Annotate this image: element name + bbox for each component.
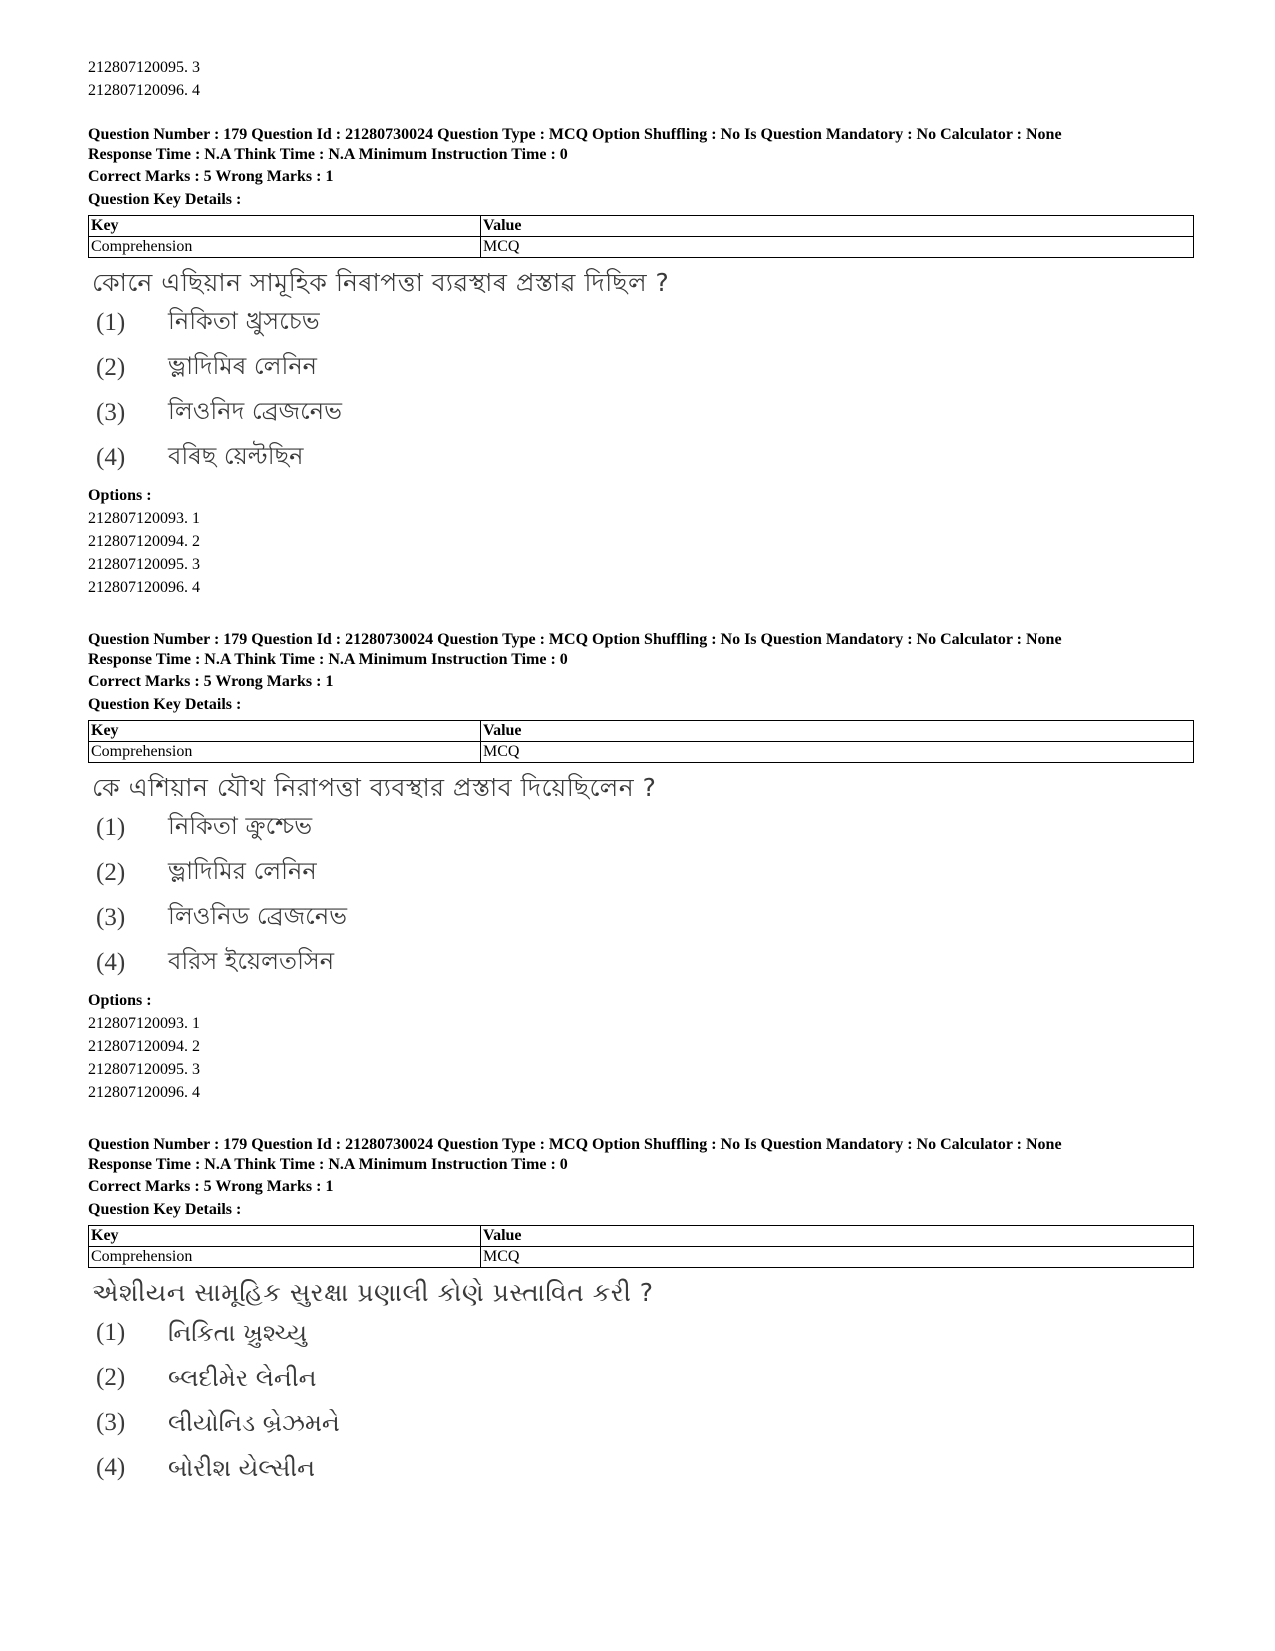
- question-text: એશીયન સામૂહિક સુરક્ષા પ્રણાલી કોણે પ્રસ્તાવિત કરી ?: [92, 1278, 654, 1307]
- table-cell-key: Comprehension: [89, 742, 481, 763]
- question-meta-line-2: Response Time : N.A Think Time : N.A Minimum Instruction Time : 0: [88, 1156, 568, 1173]
- question-meta-line-1: Question Number : 179 Question Id : 21280730024 Question Type : MCQ Option Shuffling : No Is Question Mandatory : No Calculator : None: [88, 631, 1062, 648]
- table-header-value: Value: [481, 216, 1194, 237]
- question-text: কে এশিয়ান যৌথ নিরাপত্তা ব্যবস্থার প্রস্তাব দিয়েছিলেন ?: [92, 773, 657, 802]
- key-details-table: [88, 215, 1194, 258]
- choice-text: লিওনিদ ব্ৰেজনেভ: [168, 396, 342, 425]
- question-meta-line-2: Response Time : N.A Think Time : N.A Minimum Instruction Time : 0: [88, 146, 568, 163]
- table-header-key: Key: [89, 1226, 481, 1247]
- options-label: Options :: [88, 992, 152, 1009]
- choice-number: (3): [96, 398, 126, 426]
- table-cell-value: MCQ: [481, 742, 1194, 763]
- key-details-label: Question Key Details :: [88, 191, 242, 208]
- question-meta-line-1: Question Number : 179 Question Id : 21280730024 Question Type : MCQ Option Shuffling : No Is Question Mandatory : No Calculator : None: [88, 1136, 1062, 1153]
- table-header-row: [89, 721, 1194, 742]
- key-details-label: Question Key Details :: [88, 696, 242, 713]
- option-id-line: 212807120094. 2: [88, 1038, 200, 1055]
- question-block: [88, 1135, 1194, 1490]
- question-block: [88, 125, 1194, 599]
- marks-line: Correct Marks : 5 Wrong Marks : 1: [88, 673, 334, 690]
- table-row: [89, 1247, 1194, 1268]
- question-text: কোনে এছিয়ান সামূহিক নিৰাপত্তা ব্যৱস্থাৰ প্ৰস্তাৱ দিছিল ?: [92, 268, 670, 297]
- choice-number: (3): [96, 903, 126, 931]
- option-id-line: 212807120093. 1: [88, 1015, 200, 1032]
- choice-row: [88, 850, 1194, 895]
- option-id-line: 212807120095. 3: [88, 1061, 200, 1078]
- table-cell-value: MCQ: [481, 237, 1194, 258]
- key-details-table: [88, 1225, 1194, 1268]
- choice-text: લીયોનિડ બ્રેઝમને: [168, 1408, 340, 1437]
- table-header-value: Value: [481, 1226, 1194, 1247]
- options-label: Options :: [88, 487, 152, 504]
- choice-text: બ્લદીમેર લેનીન: [168, 1363, 317, 1392]
- key-details-label: Question Key Details :: [88, 1201, 242, 1218]
- choice-row: [88, 1400, 1194, 1445]
- choice-text: নিকিতা খ্ৰুসচেভ: [168, 306, 320, 335]
- choice-text: বৰিছ য়েল্টছিন: [168, 441, 304, 470]
- table-cell-key: Comprehension: [89, 237, 481, 258]
- table-header-row: [89, 1226, 1194, 1247]
- marks-line: Correct Marks : 5 Wrong Marks : 1: [88, 1178, 334, 1195]
- choice-row: [88, 1445, 1194, 1490]
- question-meta-line-2: Response Time : N.A Think Time : N.A Minimum Instruction Time : 0: [88, 651, 568, 668]
- question-image: [88, 1276, 1194, 1490]
- choice-text: বরিস ইয়েলতসিন: [168, 946, 335, 975]
- choice-text: નિકિતા ખ્રુશ્ચ્યુ: [168, 1318, 308, 1347]
- choice-row: [88, 805, 1194, 850]
- table-header-value: Value: [481, 721, 1194, 742]
- choice-row: [88, 300, 1194, 345]
- choice-number: (1): [96, 813, 126, 841]
- option-id-line: 212807120093. 1: [88, 510, 200, 527]
- choice-number: (2): [96, 353, 126, 381]
- table-row: [89, 237, 1194, 258]
- marks-line: Correct Marks : 5 Wrong Marks : 1: [88, 168, 334, 185]
- option-id-line: 212807120096. 4: [88, 82, 200, 99]
- top-options-list: [88, 56, 1194, 102]
- choice-row: [88, 435, 1194, 480]
- choice-row: [88, 940, 1194, 985]
- table-cell-value: MCQ: [481, 1247, 1194, 1268]
- document-page: [88, 56, 1194, 1490]
- table-header-key: Key: [89, 216, 481, 237]
- choice-text: ভ্লাদিমির লেনিন: [168, 856, 317, 885]
- choice-row: [88, 1355, 1194, 1400]
- choice-row: [88, 895, 1194, 940]
- question-image: [88, 266, 1194, 480]
- key-details-table: [88, 720, 1194, 763]
- choice-number: (3): [96, 1408, 126, 1436]
- choice-text: બોરીશ યેલ્સીન: [168, 1453, 315, 1482]
- choice-row: [88, 345, 1194, 390]
- table-header-key: Key: [89, 721, 481, 742]
- choice-text: ভ্লাদিমিৰ লেনিন: [168, 351, 317, 380]
- choice-number: (2): [96, 1363, 126, 1391]
- choice-text: লিওনিড ব্রেজনেভ: [168, 901, 348, 930]
- option-id-line: 212807120096. 4: [88, 1084, 200, 1101]
- question-image: [88, 771, 1194, 985]
- option-id-line: 212807120094. 2: [88, 533, 200, 550]
- choice-text: নিকিতা ক্রুশ্চেভ: [168, 811, 313, 840]
- question-block: [88, 630, 1194, 1104]
- table-cell-key: Comprehension: [89, 1247, 481, 1268]
- choice-number: (2): [96, 858, 126, 886]
- choice-number: (4): [96, 1453, 126, 1481]
- choice-number: (4): [96, 443, 126, 471]
- choice-number: (1): [96, 308, 126, 336]
- question-meta-line-1: Question Number : 179 Question Id : 21280730024 Question Type : MCQ Option Shuffling : No Is Question Mandatory : No Calculator : None: [88, 126, 1062, 143]
- table-header-row: [89, 216, 1194, 237]
- choice-row: [88, 1310, 1194, 1355]
- choice-number: (4): [96, 948, 126, 976]
- option-id-line: 212807120095. 3: [88, 556, 200, 573]
- table-row: [89, 742, 1194, 763]
- choice-number: (1): [96, 1318, 126, 1346]
- option-id-line: 212807120096. 4: [88, 579, 200, 596]
- choice-row: [88, 390, 1194, 435]
- option-id-line: 212807120095. 3: [88, 59, 200, 76]
